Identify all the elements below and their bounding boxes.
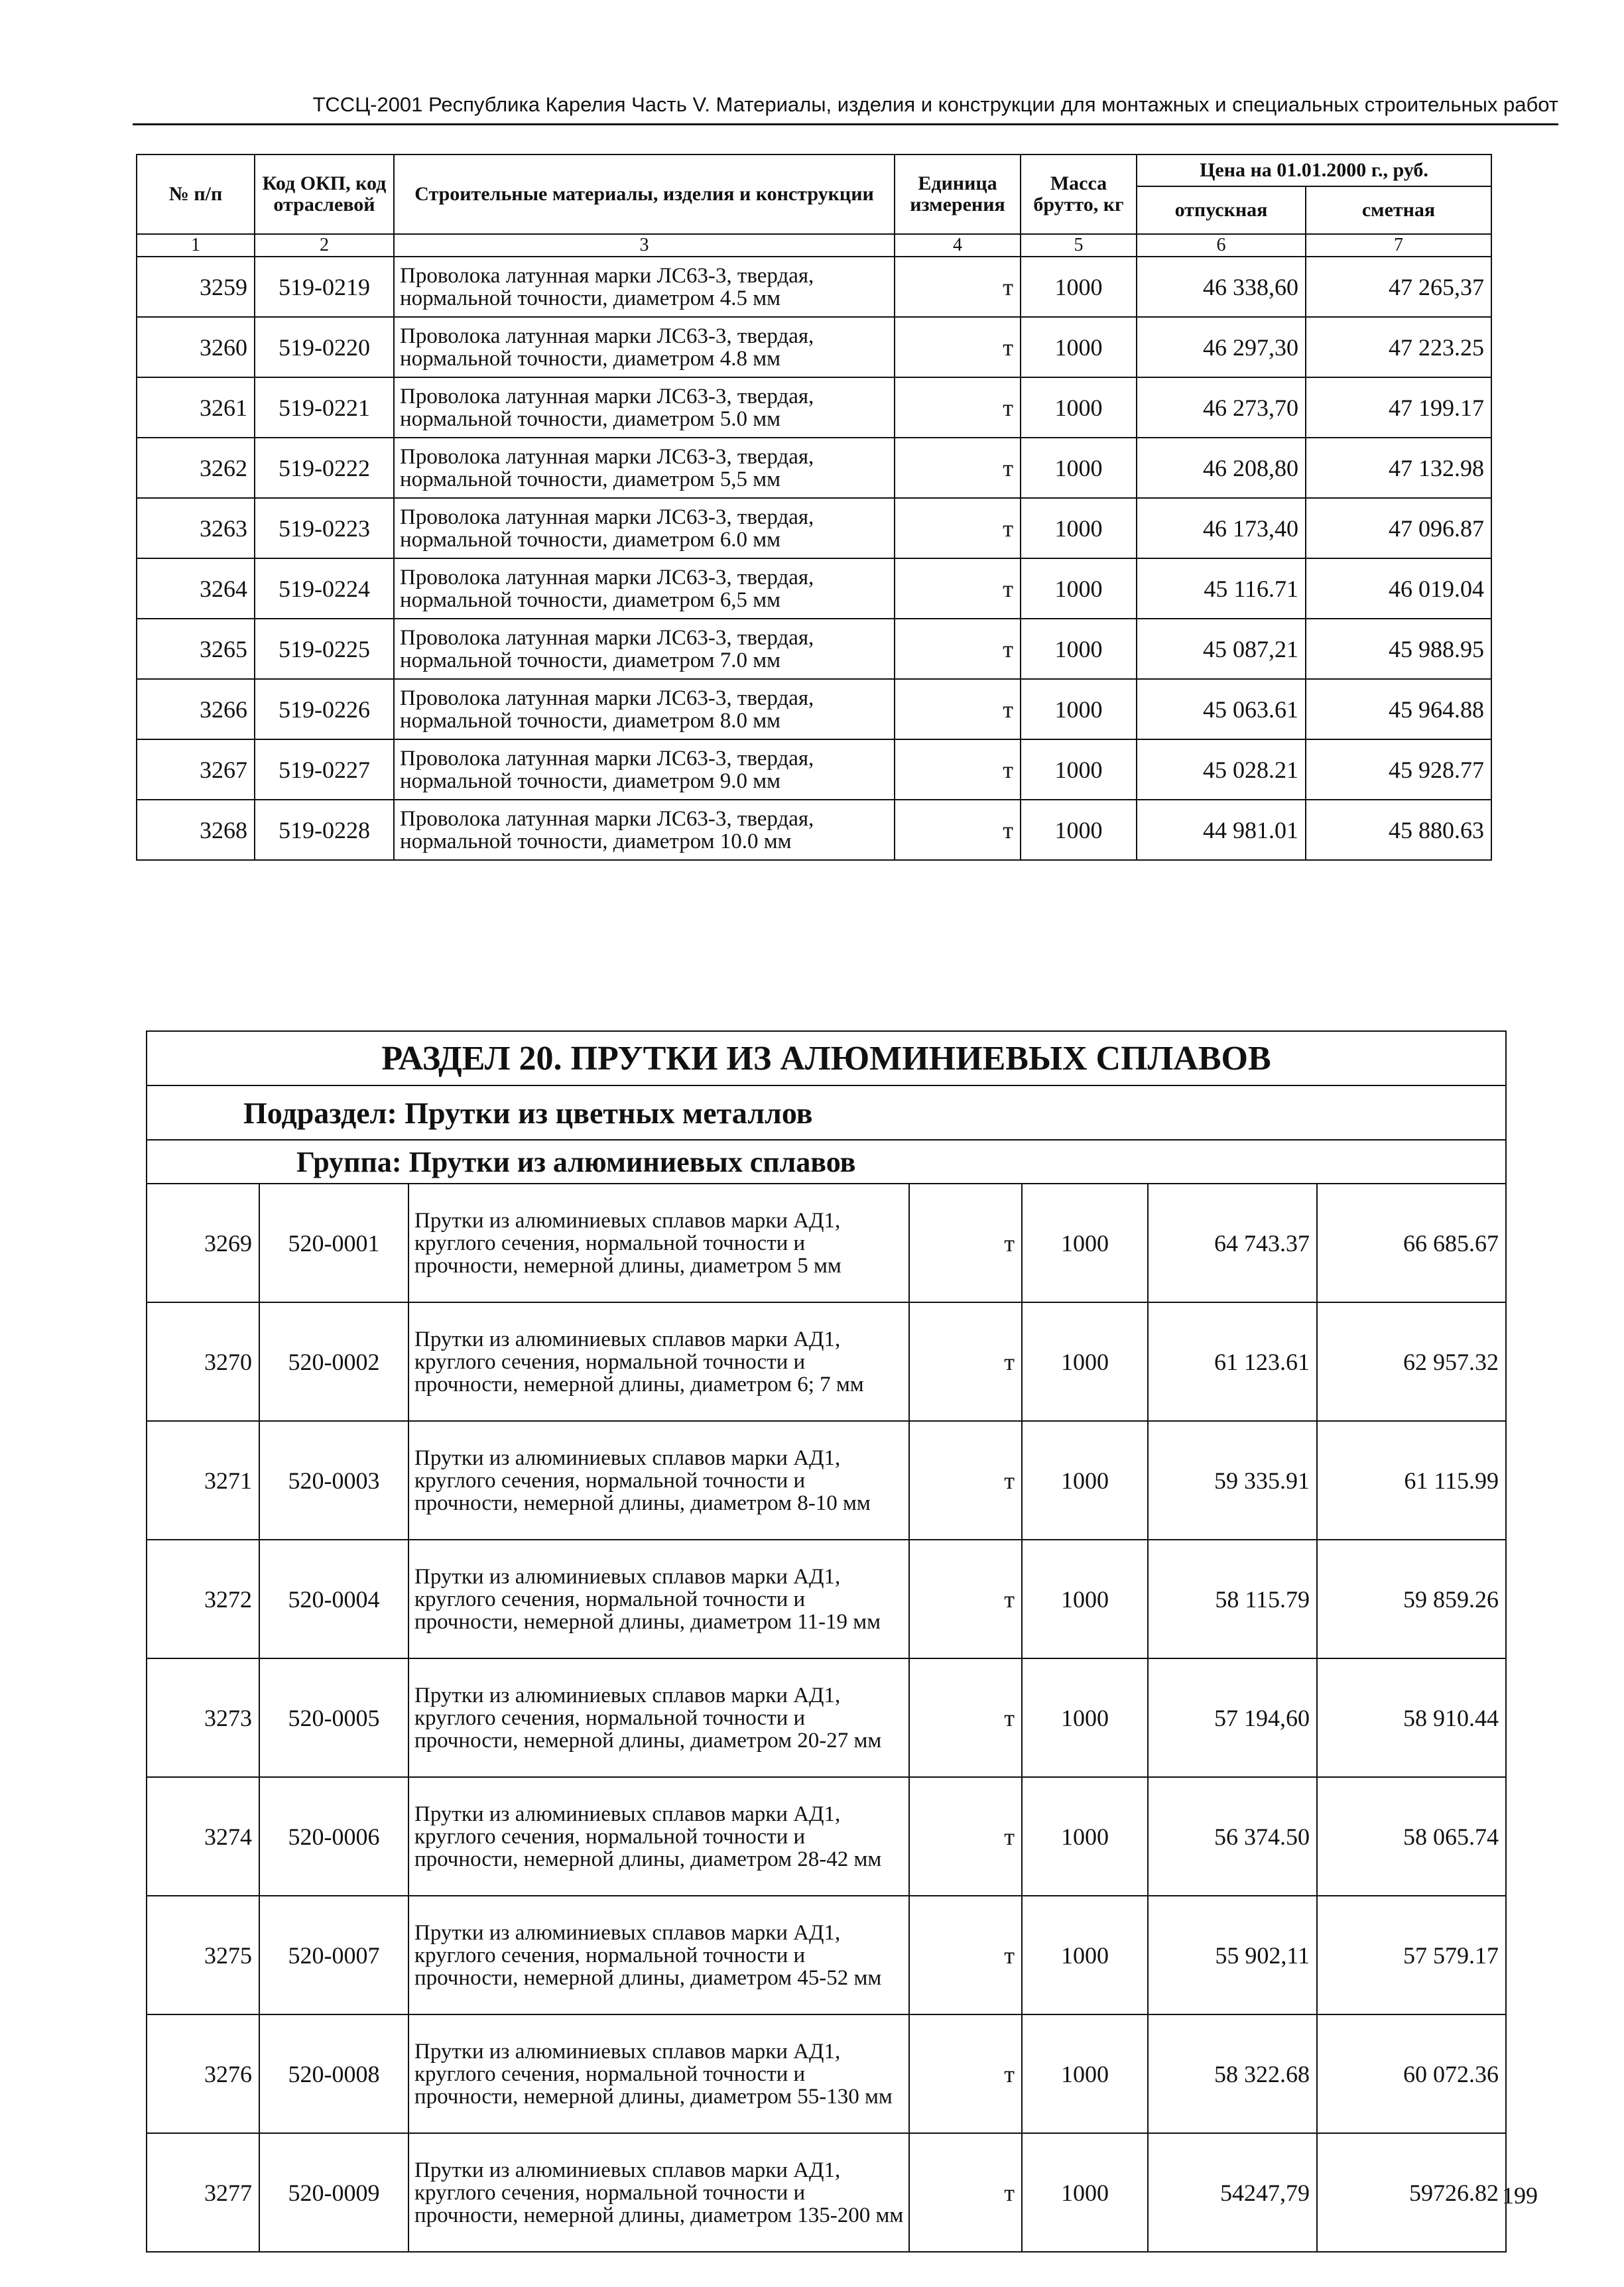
gross-mass: 1000 xyxy=(1022,1302,1148,1421)
unit-of-measure: т xyxy=(909,2133,1022,2252)
okp-code: 519-0224 xyxy=(255,558,394,619)
okp-code: 519-0225 xyxy=(255,619,394,679)
okp-code: 520-0009 xyxy=(259,2133,408,2252)
price-release: 54247,79 xyxy=(1148,2133,1317,2252)
unit-of-measure: т xyxy=(895,619,1021,679)
row-number: 3260 xyxy=(137,317,255,377)
unit-of-measure: т xyxy=(895,739,1021,800)
item-description: Прутки из алюминиевых сплавов марки АД1, круглого сечения, нормальной точности и прочности, немерной длины, диаметром 11-19 мм xyxy=(408,1540,909,1658)
column-number: 6 xyxy=(1137,234,1306,257)
unit-of-measure: т xyxy=(909,1896,1022,2014)
row-number: 3261 xyxy=(137,377,255,438)
table-row xyxy=(147,1184,1506,1302)
okp-code: 519-0228 xyxy=(255,800,394,860)
col-header-code: Код ОКП, код отраслевой xyxy=(255,155,394,234)
price-table-upper xyxy=(136,154,1492,861)
price-release: 46 338,60 xyxy=(1137,257,1306,317)
price-estimate: 60 072.36 xyxy=(1317,2014,1506,2133)
gross-mass: 1000 xyxy=(1021,739,1137,800)
price-release: 46 173,40 xyxy=(1137,498,1306,558)
item-description: Прутки из алюминиевых сплавов марки АД1, круглого сечения, нормальной точности и прочности, немерной длины, диаметром 5 мм xyxy=(408,1184,909,1302)
col-header-price-group: Цена на 01.01.2000 г., руб. xyxy=(1137,155,1491,186)
header-rule xyxy=(133,123,1558,125)
table-row xyxy=(137,739,1491,800)
price-release: 55 902,11 xyxy=(1148,1896,1317,2014)
okp-code: 520-0004 xyxy=(259,1540,408,1658)
row-number: 3271 xyxy=(147,1421,259,1540)
table-row xyxy=(137,619,1491,679)
price-estimate: 58 065.74 xyxy=(1317,1777,1506,1896)
okp-code: 519-0220 xyxy=(255,317,394,377)
price-release: 61 123.61 xyxy=(1148,1302,1317,1421)
price-release: 46 273,70 xyxy=(1137,377,1306,438)
unit-of-measure: т xyxy=(895,558,1021,619)
col-header-num: № п/п xyxy=(137,155,255,234)
item-description: Проволока латунная марки ЛС63-3, твердая, нормальной точности, диаметром 6,5 мм xyxy=(394,558,895,619)
price-estimate: 59726.82 xyxy=(1317,2133,1506,2252)
col-header-mass: Масса брутто, кг xyxy=(1021,155,1137,234)
col-header-price-release: отпускная xyxy=(1137,186,1306,234)
column-number: 4 xyxy=(895,234,1021,257)
item-description: Проволока латунная марки ЛС63-3, твердая, нормальной точности, диаметром 4.8 мм xyxy=(394,317,895,377)
row-number: 3273 xyxy=(147,1658,259,1777)
table-row xyxy=(147,2014,1506,2133)
row-number: 3263 xyxy=(137,498,255,558)
table-row xyxy=(137,317,1491,377)
table-row xyxy=(147,1896,1506,2014)
unit-of-measure: т xyxy=(895,317,1021,377)
gross-mass: 1000 xyxy=(1021,317,1137,377)
col-header-price-estimate: сметная xyxy=(1306,186,1491,234)
document-header: ТССЦ-2001 Республика Карелия Часть V. Материалы, изделия и конструкции для монтажных и специальных строительных работ xyxy=(312,93,1558,116)
row-number: 3272 xyxy=(147,1540,259,1658)
row-number: 3277 xyxy=(147,2133,259,2252)
unit-of-measure: т xyxy=(895,438,1021,498)
price-estimate: 62 957.32 xyxy=(1317,1302,1506,1421)
row-number: 3270 xyxy=(147,1302,259,1421)
table-row xyxy=(147,1302,1506,1421)
unit-of-measure: т xyxy=(909,2014,1022,2133)
column-number: 5 xyxy=(1021,234,1137,257)
table-row xyxy=(147,1777,1506,1896)
unit-of-measure: т xyxy=(895,800,1021,860)
col-header-name: Строительные материалы, изделия и конструкции xyxy=(394,155,895,234)
okp-code: 520-0006 xyxy=(259,1777,408,1896)
gross-mass: 1000 xyxy=(1022,1777,1148,1896)
price-release: 56 374.50 xyxy=(1148,1777,1317,1896)
row-number: 3266 xyxy=(137,679,255,739)
price-estimate: 59 859.26 xyxy=(1317,1540,1506,1658)
gross-mass: 1000 xyxy=(1022,2014,1148,2133)
column-number-row xyxy=(137,234,1491,257)
row-number: 3267 xyxy=(137,739,255,800)
unit-of-measure: т xyxy=(909,1540,1022,1658)
item-description: Проволока латунная марки ЛС63-3, твердая, нормальной точности, диаметром 10.0 мм xyxy=(394,800,895,860)
table-row xyxy=(147,1421,1506,1540)
item-description: Проволока латунная марки ЛС63-3, твердая, нормальной точности, диаметром 5.0 мм xyxy=(394,377,895,438)
price-release: 46 208,80 xyxy=(1137,438,1306,498)
okp-code: 520-0005 xyxy=(259,1658,408,1777)
unit-of-measure: т xyxy=(895,257,1021,317)
price-estimate: 57 579.17 xyxy=(1317,1896,1506,2014)
price-release: 44 981.01 xyxy=(1137,800,1306,860)
section-title: РАЗДЕЛ 20. ПРУТКИ ИЗ АЛЮМИНИЕВЫХ СПЛАВОВ xyxy=(147,1031,1506,1085)
gross-mass: 1000 xyxy=(1021,679,1137,739)
item-description: Проволока латунная марки ЛС63-3, твердая, нормальной точности, диаметром 4.5 мм xyxy=(394,257,895,317)
page-number: 199 xyxy=(1502,2182,1538,2209)
price-estimate: 45 928.77 xyxy=(1306,739,1491,800)
column-number: 3 xyxy=(394,234,895,257)
table-row xyxy=(147,1540,1506,1658)
okp-code: 519-0227 xyxy=(255,739,394,800)
price-estimate: 45 964.88 xyxy=(1306,679,1491,739)
table-row xyxy=(137,257,1491,317)
table-row xyxy=(137,498,1491,558)
item-description: Прутки из алюминиевых сплавов марки АД1, круглого сечения, нормальной точности и прочности, немерной длины, диаметром 55-130 мм xyxy=(408,2014,909,2133)
okp-code: 520-0002 xyxy=(259,1302,408,1421)
price-estimate: 66 685.67 xyxy=(1317,1184,1506,1302)
row-number: 3259 xyxy=(137,257,255,317)
row-number: 3264 xyxy=(137,558,255,619)
gross-mass: 1000 xyxy=(1021,438,1137,498)
unit-of-measure: т xyxy=(895,498,1021,558)
price-estimate: 47 265,37 xyxy=(1306,257,1491,317)
unit-of-measure: т xyxy=(895,377,1021,438)
gross-mass: 1000 xyxy=(1021,377,1137,438)
okp-code: 520-0003 xyxy=(259,1421,408,1540)
price-release: 45 063.61 xyxy=(1137,679,1306,739)
gross-mass: 1000 xyxy=(1021,800,1137,860)
group-title: Группа: Прутки из алюминиевых сплавов xyxy=(147,1140,1506,1184)
gross-mass: 1000 xyxy=(1022,1184,1148,1302)
price-estimate: 47 199.17 xyxy=(1306,377,1491,438)
price-release: 57 194,60 xyxy=(1148,1658,1317,1777)
column-number: 2 xyxy=(255,234,394,257)
price-release: 64 743.37 xyxy=(1148,1184,1317,1302)
price-estimate: 58 910.44 xyxy=(1317,1658,1506,1777)
price-estimate: 45 988.95 xyxy=(1306,619,1491,679)
unit-of-measure: т xyxy=(895,679,1021,739)
price-estimate: 47 096.87 xyxy=(1306,498,1491,558)
price-release: 46 297,30 xyxy=(1137,317,1306,377)
table-row xyxy=(137,679,1491,739)
gross-mass: 1000 xyxy=(1022,1540,1148,1658)
price-estimate: 47 223.25 xyxy=(1306,317,1491,377)
item-description: Прутки из алюминиевых сплавов марки АД1, круглого сечения, нормальной точности и прочности, немерной длины, диаметром 28-42 мм xyxy=(408,1777,909,1896)
item-description: Проволока латунная марки ЛС63-3, твердая, нормальной точности, диаметром 5,5 мм xyxy=(394,438,895,498)
table-row xyxy=(147,2133,1506,2252)
row-number: 3276 xyxy=(147,2014,259,2133)
price-release: 58 115.79 xyxy=(1148,1540,1317,1658)
subsection-title: Подраздел: Прутки из цветных металлов xyxy=(147,1085,1506,1140)
price-estimate: 47 132.98 xyxy=(1306,438,1491,498)
table-row xyxy=(137,558,1491,619)
unit-of-measure: т xyxy=(909,1658,1022,1777)
column-number: 1 xyxy=(137,234,255,257)
item-description: Прутки из алюминиевых сплавов марки АД1, круглого сечения, нормальной точности и прочности, немерной длины, диаметром 8-10 мм xyxy=(408,1421,909,1540)
column-number: 7 xyxy=(1306,234,1491,257)
row-number: 3274 xyxy=(147,1777,259,1896)
table-row xyxy=(137,438,1491,498)
price-release: 45 116.71 xyxy=(1137,558,1306,619)
okp-code: 519-0223 xyxy=(255,498,394,558)
okp-code: 519-0222 xyxy=(255,438,394,498)
item-description: Проволока латунная марки ЛС63-3, твердая, нормальной точности, диаметром 6.0 мм xyxy=(394,498,895,558)
unit-of-measure: т xyxy=(909,1302,1022,1421)
row-number: 3275 xyxy=(147,1896,259,2014)
okp-code: 520-0001 xyxy=(259,1184,408,1302)
row-number: 3268 xyxy=(137,800,255,860)
price-estimate: 61 115.99 xyxy=(1317,1421,1506,1540)
okp-code: 520-0008 xyxy=(259,2014,408,2133)
row-number: 3269 xyxy=(147,1184,259,1302)
item-description: Прутки из алюминиевых сплавов марки АД1, круглого сечения, нормальной точности и прочности, немерной длины, диаметром 45-52 мм xyxy=(408,1896,909,2014)
okp-code: 519-0219 xyxy=(255,257,394,317)
table-row xyxy=(137,377,1491,438)
gross-mass: 1000 xyxy=(1022,1658,1148,1777)
gross-mass: 1000 xyxy=(1022,1896,1148,2014)
col-header-unit: Единица измерения xyxy=(895,155,1021,234)
item-description: Прутки из алюминиевых сплавов марки АД1, круглого сечения, нормальной точности и прочности, немерной длины, диаметром 6; 7 мм xyxy=(408,1302,909,1421)
row-number: 3265 xyxy=(137,619,255,679)
gross-mass: 1000 xyxy=(1022,2133,1148,2252)
table-row xyxy=(147,1658,1506,1777)
gross-mass: 1000 xyxy=(1022,1421,1148,1540)
table-row xyxy=(137,800,1491,860)
item-description: Прутки из алюминиевых сплавов марки АД1, круглого сечения, нормальной точности и прочности, немерной длины, диаметром 135-200 мм xyxy=(408,2133,909,2252)
unit-of-measure: т xyxy=(909,1777,1022,1896)
item-description: Прутки из алюминиевых сплавов марки АД1, круглого сечения, нормальной точности и прочности, немерной длины, диаметром 20-27 мм xyxy=(408,1658,909,1777)
gross-mass: 1000 xyxy=(1021,498,1137,558)
price-table-lower xyxy=(146,1030,1507,2253)
gross-mass: 1000 xyxy=(1021,558,1137,619)
price-release: 45 087,21 xyxy=(1137,619,1306,679)
price-estimate: 46 019.04 xyxy=(1306,558,1491,619)
unit-of-measure: т xyxy=(909,1421,1022,1540)
gross-mass: 1000 xyxy=(1021,257,1137,317)
okp-code: 520-0007 xyxy=(259,1896,408,2014)
item-description: Проволока латунная марки ЛС63-3, твердая, нормальной точности, диаметром 7.0 мм xyxy=(394,619,895,679)
gross-mass: 1000 xyxy=(1021,619,1137,679)
row-number: 3262 xyxy=(137,438,255,498)
price-release: 58 322.68 xyxy=(1148,2014,1317,2133)
unit-of-measure: т xyxy=(909,1184,1022,1302)
okp-code: 519-0221 xyxy=(255,377,394,438)
item-description: Проволока латунная марки ЛС63-3, твердая, нормальной точности, диаметром 9.0 мм xyxy=(394,739,895,800)
price-release: 45 028.21 xyxy=(1137,739,1306,800)
okp-code: 519-0226 xyxy=(255,679,394,739)
price-estimate: 45 880.63 xyxy=(1306,800,1491,860)
price-release: 59 335.91 xyxy=(1148,1421,1317,1540)
item-description: Проволока латунная марки ЛС63-3, твердая, нормальной точности, диаметром 8.0 мм xyxy=(394,679,895,739)
